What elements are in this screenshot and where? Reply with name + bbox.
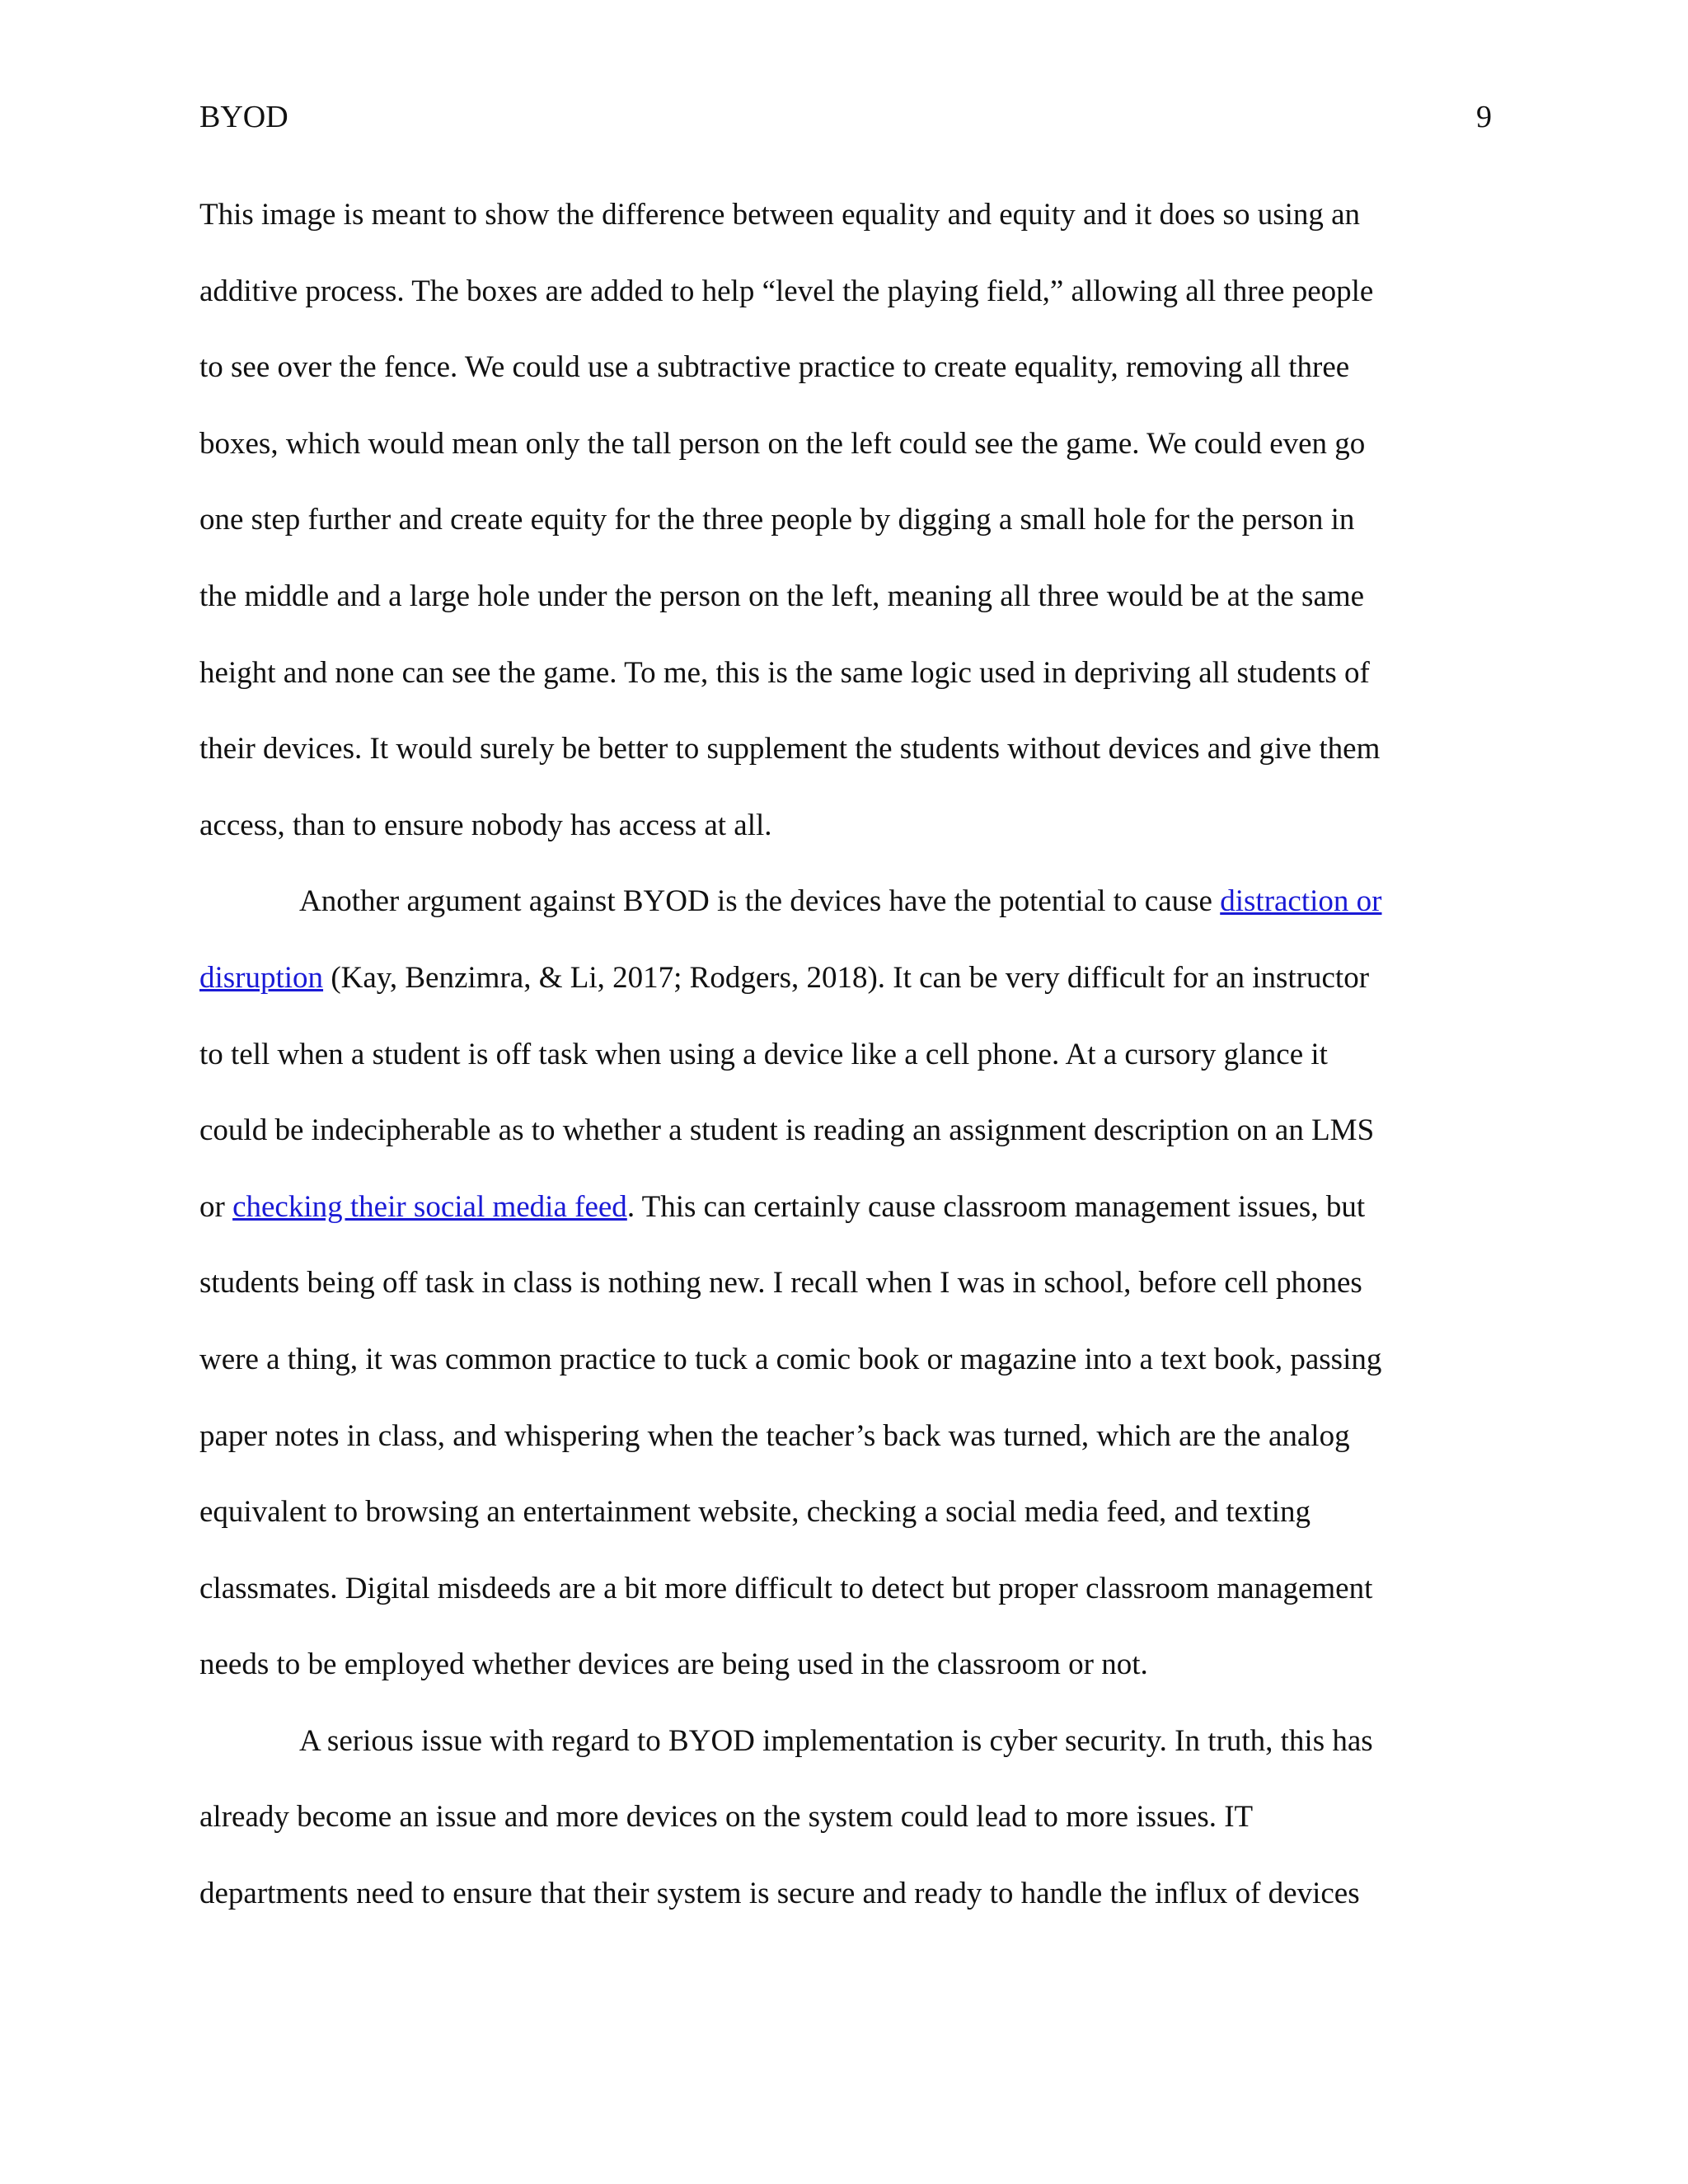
text-line: departments need to ensure that their system is secure and ready to handle the influx of devices bbox=[199, 1877, 1360, 1911]
text-line: one step further and create equity for the three people by digging a small hole for the person in bbox=[199, 503, 1355, 537]
text-line: students being off task in class is nothing new. I recall when I was in school, before cell phones bbox=[199, 1266, 1362, 1301]
distraction-link[interactable]: distraction or bbox=[1220, 884, 1382, 919]
disruption-link[interactable]: disruption bbox=[199, 960, 324, 995]
text-line: access, than to ensure nobody has access at all. bbox=[199, 808, 772, 842]
text-line: classmates. Digital misdeeds are a bit more difficult to detect but proper classroom management bbox=[199, 1571, 1373, 1605]
page-number: 9 bbox=[1476, 100, 1492, 134]
text-line: boxes, which would mean only the tall person on the left could see the game. We could even go bbox=[199, 426, 1366, 461]
text-line: A serious issue with regard to BYOD implementation is cyber security. In truth, this has bbox=[299, 1723, 1373, 1758]
text-line: the middle and a large hole under the person on the left, meaning all three would be at the same bbox=[199, 579, 1365, 613]
social-media-feed-link[interactable]: checking their social media feed bbox=[232, 1189, 627, 1224]
text-line: Another argument against BYOD is the devices have the potential to cause distraction or bbox=[299, 884, 1382, 919]
body-text bbox=[199, 194, 1495, 1950]
text-line: equivalent to browsing an entertainment website, checking a social media feed, and texting bbox=[199, 1495, 1311, 1530]
text-line: height and none can see the game. To me, this is the same logic used in depriving all students of bbox=[199, 655, 1370, 690]
text-line: could be indecipherable as to whether a student is reading an assignment description on an LMS bbox=[199, 1113, 1375, 1148]
text-line: to tell when a student is off task when using a device like a cell phone. At a cursory glance it bbox=[199, 1037, 1328, 1071]
text-line: or checking their social media feed. This can certainly cause classroom management issues, but bbox=[199, 1189, 1366, 1224]
text-line: needs to be employed whether devices are being used in the classroom or not. bbox=[199, 1647, 1148, 1682]
text-line: additive process. The boxes are added to help “level the playing field,” allowing all three people bbox=[199, 274, 1374, 308]
text-line: their devices. It would surely be better to supplement the students without devices and give them bbox=[199, 732, 1381, 766]
text-line: already become an issue and more devices on the system could lead to more issues. IT bbox=[199, 1800, 1254, 1835]
text-line: disruption (Kay, Benzimra, & Li, 2017; Rodgers, 2018). It can be very difficult for an instructor bbox=[199, 960, 1370, 995]
text-line: were a thing, it was common practice to tuck a comic book or magazine into a text book, passing bbox=[199, 1342, 1382, 1376]
text-line: This image is meant to show the difference between equality and equity and it does so using an bbox=[199, 198, 1361, 232]
text-line: to see over the fence. We could use a subtractive practice to create equality, removing all three bbox=[199, 350, 1350, 385]
text-line: paper notes in class, and whispering when the teacher’s back was turned, which are the analog bbox=[199, 1418, 1350, 1453]
running-head: BYOD bbox=[199, 100, 288, 134]
